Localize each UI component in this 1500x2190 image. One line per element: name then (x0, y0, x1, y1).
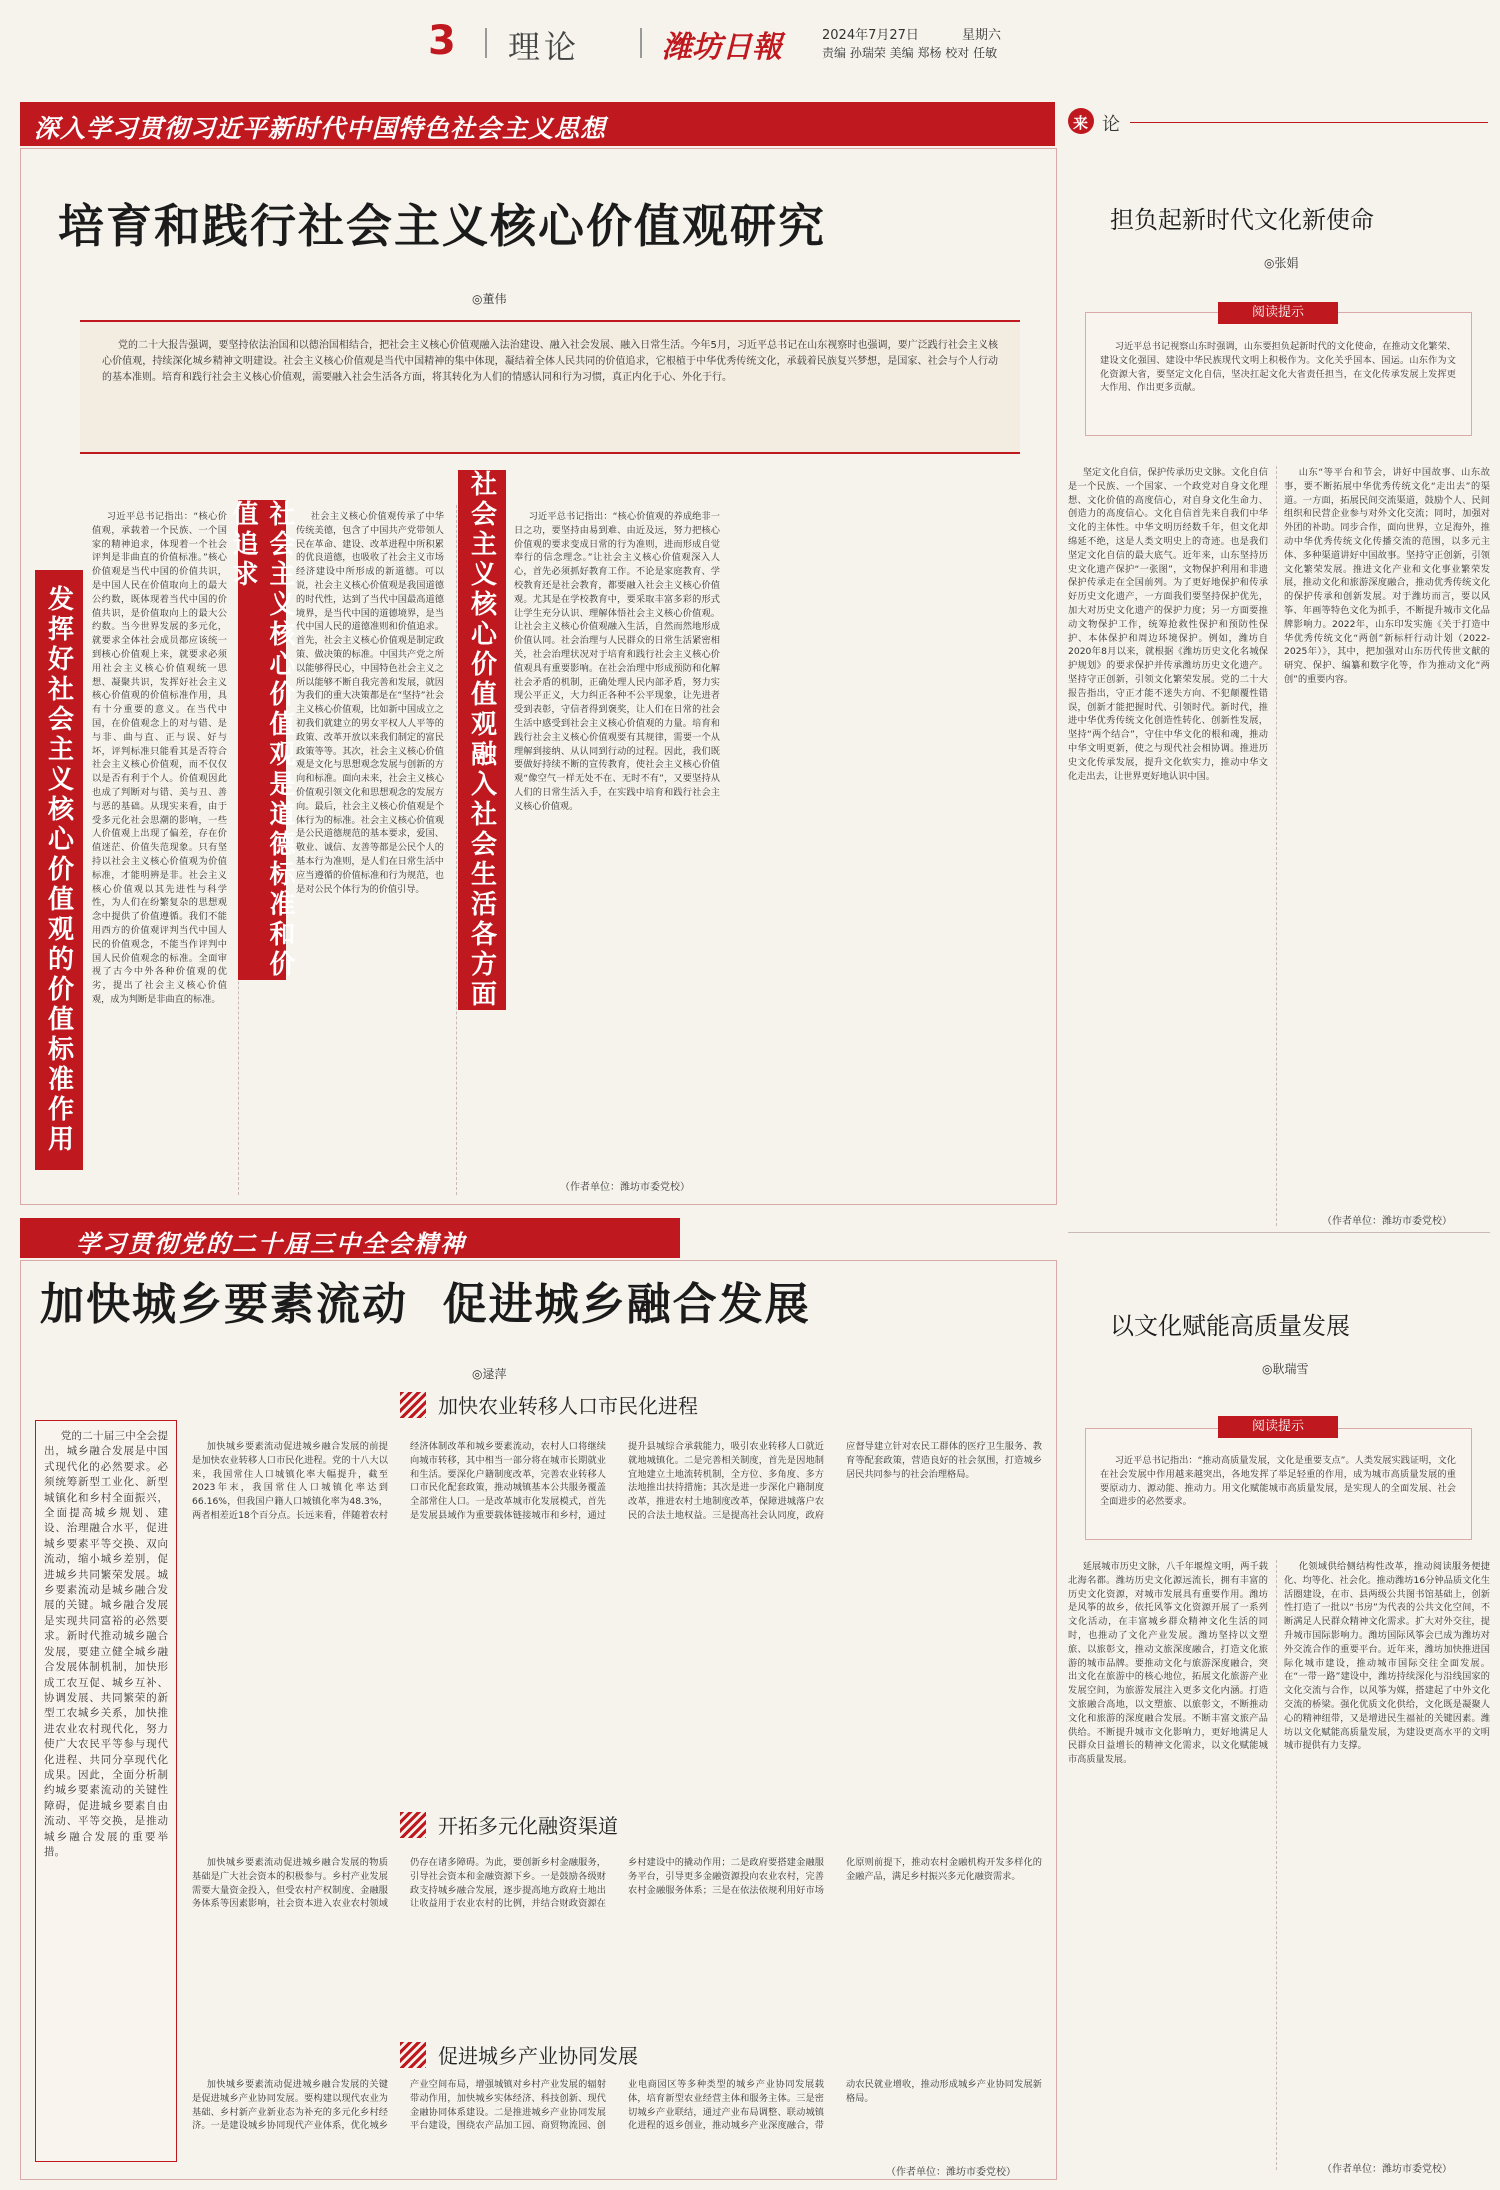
article-2-section-3-heading (400, 2040, 638, 2069)
laolun-label-line (1130, 122, 1488, 123)
top-banner-text: 深入学习贯彻习近平新时代中国特色社会主义思想 (34, 114, 607, 143)
paper-logo: 潍坊日報 (662, 30, 782, 65)
laolun-b-tip-label: 阅读提示 (1218, 1416, 1338, 1438)
laolun-label-char: 来 (1073, 114, 1089, 132)
column-rule (456, 505, 457, 1195)
article-2-title: 加快城乡要素流动 促进城乡融合发展 (40, 1279, 811, 1330)
laolun-divider (1068, 1232, 1490, 1233)
article-2-section-2-title: 开拓多元化融资渠道 (438, 1814, 618, 1838)
article-1-section-1-title: 发挥好社会主义核心价值观的价值标准作用 (35, 570, 83, 1170)
section-name: 理论 (508, 28, 581, 66)
issue-date: 2024年7月27日 (822, 28, 919, 43)
article-1-author-unit: （作者单位：潍坊市委党校） (560, 1182, 690, 1193)
masthead-divider (485, 28, 487, 58)
page-number: 3 (428, 18, 456, 64)
laolun-a-text-col1: 坚定文化自信，保护传承历史文脉。文化自信是一个民族、一个国家、一个政党对自身文化理想、文化价值的高度信心，对自身文化生命力、创造力的高度信心。文化自信首先来自我们中华文化的主体性。中华文明历经数千年，但文化却绵延不绝，这是人类文明史上的奇迹。也是我们坚定文化自信的最大底气。近年来，山东坚持历史文化遗产保护“一张图”，文物保护利用和非遗保护传承走在全国前列。为了更好地保护和传承好历史文化遗产，一方面我们要坚持保护优先，加大对历史文化遗产的保护力度；另一方面要推动文物保护工作，统筹抢救性保护和预防性保护、本体保护和周边环境保护。例如，潍坊自2020年8月以来，就根据《潍坊历史文化名城保护规划》的要求保护并传承潍坊历史文化遗产。坚持守正创新，引领文化繁荣发展。党的二十大报告指出，守正才能不迷失方向、不犯颠覆性错误，创新才能把握时代、引领时代。新时代，推进中华优秀传统文化创造性转化、创新性发展，坚持“两个结合”，守住中华文化的根和魂，推动中华文明更新，使之与现代社会相协调。推进历史文化传承发展，提升文化软实力，推动中华文化走出去，让世界更好地认识中国。 (1068, 467, 1268, 782)
article-2-author: ◎逯萍 (472, 1367, 507, 1381)
mid-banner-text: 学习贯彻党的二十届三中全会精神 (76, 1229, 466, 1258)
laolun-b-title: 以文化赋能高质量发展 (1110, 1312, 1350, 1340)
laolun-b-text-col1: 延展城市历史文脉，八千年堰煌文明，两千载北海名都。潍坊历史文化源远流长，拥有丰富的历史文化资源，对城市发展具有重要作用。潍坊是风筝的故乡，依托风筝文化资源开展了一系列文化活动，在丰富城乡群众精神文化生活的同时，也推动了文化产业发展。潍坊坚持以文塑旅、以旅彰文，推动文旅深度融合，打造文化旅游的城市品牌。要推动文化与旅游深度融合，突出文化在旅游中的核心地位，拓展文化旅游产业发展空间，为旅游发展注入更多文化内涵。打造文旅融合高地，以文塑旅、以旅彰文，不断推动文化和旅游的深度融合发展。不断丰富文旅产品供给。不断提升城市文化影响力，更好地满足人民群众日益增长的精神文化需求，以文化赋能城市高质量发展。 (1068, 1561, 1268, 1766)
column-rule (1276, 466, 1277, 1226)
top-banner (20, 102, 1055, 146)
issue-weekday: 星期六 (962, 28, 1002, 43)
laolun-b-author-unit: （作者单位：潍坊市委党校） (1322, 2164, 1452, 2175)
article-1-section-3-text: 习近平总书记指出：“核心价值观的养成绝非一日之功，要坚持由易到难、由近及远，努力把核心价值观的要求变成日常的行为准则，进而形成自觉奉行的信念理念。”让社会主义核心价值观深入人心，首先必须抓好教育工作。不论是家庭教育、学校教育还是社会教育，都要融入社会主义核心价值观。尤其是在学校教育中，要采取丰富多彩的形式让学生充分认识、理解体悟社会主义核心价值观。让社会主义核心价值观融入生活，自然而然地形成价值认同。社会治理与人民群众的日常生活紧密相关，社会治理状况对于培育和践行社会主义核心价值观具有重要影响。在社会治理中形成预防和化解社会矛盾的机制，正确处理人民内部矛盾，努力实现公平正义，大力纠正各种不公平现象，让先进者受到表彰，守信者得到褒奖，让人们在日常的社会生活中感受到社会主义核心价值观的力量。培育和践行社会主义核心价值观要有其规律，需要一个从理解到接纳、从认同到行动的过程。因此，我们既要做好持续不断的宣传教育，使社会主义核心价值观“像空气一样无处不在、无时不有”，又要坚持从人们的日常生活入手，在实践中培育和践行社会主义核心价值观。 (514, 511, 720, 812)
article-2-lead-box (35, 1420, 177, 2162)
mid-banner (20, 1218, 680, 1258)
laolun-b-text-col2: 化领域供给侧结构性改革，推动阅读服务便捷化、均等化、社会化。推动潍坊16分钟品质文化生活圈建设，在市、县两级公共图书馆基础上，创新性打造了一批以“书房”为代表的公共文化空间，不断满足人民群众精神文化需求。扩大对外交往，提升城市国际影响力。潍坊国际风筝会已成为潍坊对外交流合作的重要平台。近年来，潍坊加快推进国际化城市建设，推动城市国际交往全面发展。在“一带一路”建设中，潍坊持续深化与沿线国家的文化交流与合作，以风筝为媒，搭建起了中外文化交流的桥梁。强化优质文化供给，文化既是凝聚人心的精神纽带，又是增进民生福祉的关键因素。潍坊以文化赋能高质量发展，为建设更高水平的文明城市提供有力支撑。 (1284, 1561, 1490, 1752)
article-1-section-1-text: 习近平总书记指出：“核心价值观，承载着一个民族、一个国家的精神追求，体现着一个社会评判是非曲直的价值标准。”核心价值观是当代中国的价值共识，是中国人民在价值取向上的最大公约数，既体现着当代中国的价值共识，是价值取向上的最大公约数。当今世界发展的多元化，就要求全体社会成员都应该统一到核心价值观上来，就要求必须用社会主义核心价值观统一思想、凝聚共识，发挥好社会主义核心价值观的价值标准作用，具有十分重要的意义。在当代中国，在价值观念上的对与错、是与非、曲与直、正与误、好与坏，评判标准只能看其是否符合社会主义核心价值观，而不仅仅以是否有利于个人。价值观因此也成了判断对与错、美与丑、善与恶的基础。从现实来看，由于受多元化社会思潮的影响，一些人价值观上出现了偏差，存在价值迷茫、价值失范现象。只有坚持以社会主义核心价值观为价值标准，才能明辨是非。社会主义核心价值观以其先进性与科学性，为人们在纷繁复杂的思想观念中提供了价值遵循。我们不能用西方的价值观评判当代中国人民的价值观念，不能当作评判中国人民价值观念的标准。全面审视了古今中外各种价值观的优劣，提出了社会主义核心价值观，成为判断是非曲直的标准。 (92, 511, 227, 1005)
laolun-label-word: 论 (1102, 114, 1120, 135)
article-2-section-1-title: 加快农业转移人口市民化进程 (438, 1394, 698, 1418)
laolun-a-tip-text: 习近平总书记视察山东时强调，山东要担负起新时代的文化使命，在推动文化繁荣、建设文化强国、建设中华民族现代文明上积极作为。文化关乎国本、国运。山东作为文化资源大省，要坚定文化自信，坚决扛起文化大省责任担当，在文化传承发展上发挥更大作用、作出更多贡献。 (1100, 341, 1456, 394)
article-1-title: 培育和践行社会主义核心价值观研究 (58, 199, 826, 253)
editor-credits: 责编 孙瑞荣 美编 郑杨 校对 任敏 (822, 46, 998, 60)
article-2-section-2-text: 加快城乡要素流动促进城乡融合发展的物质基础是广大社会资本的积极参与。乡村产业发展需要大量资金投入，但受农村产权制度、金融服务体系等因素影响，社会资本进入农业农村领域仍存在诸多障碍。为此，要创新乡村金融服务，引导社会资本和金融资源下乡。一是鼓励各级财政支持城乡融合发展，逐步提高地方政府土地出让收益用于农业农村的比例，并结合财政资源在乡村建设中的撬动作用；二是政府要搭建金融服务平台，引导更多金融资源投向农业农村，完善农村金融服务体系；三是在依法依规利用好市场化原则前提下，推动农村金融机构开发多样化的金融产品，满足乡村振兴多元化融资需求。 (192, 1857, 1042, 1910)
article-1-author: ◎董伟 (472, 292, 507, 306)
article-2-section-3-title: 促进城乡产业协同发展 (438, 2044, 638, 2068)
column-rule (1276, 1560, 1277, 2170)
article-1-summary: 党的二十大报告强调，要坚持依法治国和以德治国相结合，把社会主义核心价值观融入法治建设、融入社会发展、融入日常生活。今年5月，习近平总书记在山东视察时也强调，要广泛践行社会主义核心价值观，持续深化城乡精神文明建设。社会主义核心价值观是当代中国精神的集中体现，凝结着全体人民共同的价值追求，它根植于中华优秀传统文化，承载着民族复兴梦想，是国家、社会与个人行动的基本准则。培育和践行社会主义核心价值观，需要融入社会生活各方面，将其转化为人们的情感认同和行为习惯，真正内化于心、外化于行。 (102, 340, 998, 383)
slash-icon (400, 1392, 426, 1418)
slash-icon (400, 2042, 426, 2068)
article-2-author-unit: （作者单位：潍坊市委党校） (886, 2167, 1016, 2178)
laolun-a-author-unit: （作者单位：潍坊市委党校） (1322, 1216, 1452, 1227)
laolun-b-author: ◎耿瑞雪 (1262, 1362, 1309, 1376)
article-2-section-2-heading (400, 1810, 618, 1839)
article-2-section-1-heading (400, 1390, 698, 1419)
laolun-a-title: 担负起新时代文化新使命 (1110, 206, 1374, 234)
laolun-a-author: ◎张娟 (1264, 256, 1299, 270)
article-1-section-3-title: 社会主义核心价值观融入社会生活各方面 (458, 470, 506, 1010)
masthead (0, 0, 1500, 72)
laolun-a-tip-label: 阅读提示 (1218, 302, 1338, 324)
masthead-divider-2 (640, 28, 642, 58)
laolun-a-text-col2: 山东“等平台和节会，讲好中国故事、山东故事，要不断拓展中华优秀传统文化“走出去”的渠道。一方面，拓展民间交流渠道，鼓励个人、民间组织和民营企业参与对外文化交流；同时，加强对外团的补助。同步合作，面向世界，立足海外，推动中华优秀传统文化传播交流的范围，以多元主体、多种渠道讲好中国故事。坚持守正创新，引领文化繁荣发展。推进文化产业和文化事业繁荣发展，推动文化和旅游深度融合，推动优秀传统文化的保护传承和创新发展。对于潍坊而言，要以风筝、年画等特色文化为抓手，不断提升城市文化品牌影响力。2022年，山东印发实施《关于打造中华优秀传统文化“两创”新标杆行动计划（2022-2025年）》，其中，把加强对山东历代传世文献的研究、保护、编纂和数字化等，作为推动文化“两创”的重要内容。 (1284, 467, 1490, 685)
article-2-lead: 党的二十届三中全会提出，城乡融合发展是中国式现代化的必然要求。必须统筹新型工业化、新型城镇化和乡村全面振兴，全面提高城乡规划、建设、治理融合水平，促进城乡要素平等交换、双向流动，缩小城乡差别，促进城乡共同繁荣发展。城乡要素流动是城乡融合发展的关键。城乡融合发展是实现共同富裕的必然要求。新时代推动城乡融合发展，要建立健全城乡融合发展体制机制，加快形成工农互促、城乡互补、协调发展、共同繁荣的新型工农城乡关系，加快推进农业农村现代化，努力使广大农民平等参与现代化进程、共同分享现代化成果。因此，全面分析制约城乡要素流动的关键性障碍，促进城乡要素自由流动、平等交换，是推动城乡融合发展的重要举措。 (44, 1430, 168, 1858)
laolun-b-tip-text: 习近平总书记指出：“推动高质量发展，文化是重要支点”。人类发展实践证明，文化在社会发展中作用越来越突出，各地发挥了举足轻重的作用，成为城市高质量发展的重要原动力、源动能、推动力。用文化赋能城市高质量发展，是实现人的全面发展、社会全面进步的必然要求。 (1100, 1455, 1456, 1508)
article-1-section-2-title: 社会主义核心价值观是道德标准和价值追求 (228, 500, 295, 980)
article-2-section-1-text: 加快城乡要素流动促进城乡融合发展的前提是加快农业转移人口市民化进程。党的十八大以来，我国常住人口城镇化率大幅提升，截至2023年末，我国常住人口城镇化率达到66.16%，但我国户籍人口城镇化率为48.3%，两者相差近18个百分点。长远来看，伴随着农村经济体制改革和城乡要素流动，农村人口将继续向城市转移，其中相当一部分将在城市长期就业和生活。要深化户籍制度改革，完善农业转移人口市民化配套政策，推动城镇基本公共服务覆盖全部常住人口。一是改革城市化发展模式，首先是发展县域作为重要载体链接城市和乡村，通过提升县城综合承载能力，吸引农业转移人口就近就地城镇化。二是完善相关制度，首先是因地制宜地建立土地流转机制，全方位、多角度、多方法地推出扶持措施；其次是进一步深化户籍制度改革，推进农村土地制度改革，保障进城落户农民的合法土地权益。三是提高社会认同度，政府应督导建立针对农民工群体的医疗卫生服务、教育等配套政策，营造良好的社会氛围，打造城乡居民共同参与的社会治理格局。 (192, 1441, 1042, 1521)
slash-icon (400, 1812, 426, 1838)
laolun-label (1068, 104, 1488, 140)
article-1-summary-box (80, 320, 1020, 454)
article-2-section-3-text: 加快城乡要素流动促进城乡融合发展的关键是促进城乡产业协同发展。要构建以现代农业为基础、乡村新产业新业态为补充的多元化乡村经济。一是建设城乡协同现代产业体系，优化城乡产业空间布局，增强城镇对乡村产业发展的辐射带动作用，加快城乡实体经济、科技创新、现代金融协同体系建设。二是推进城乡产业协同发展平台建设，围绕农产品加工园、商贸物流园、创业电商园区等多种类型的城乡产业协同发展载体，培育新型农业经营主体和服务主体。三是密切城乡产业联结，通过产业布局调整、联动城镇化进程的返乡创业，推动城乡产业深度融合，带动农民就业增收，推动形成城乡产业协同发展新格局。 (192, 2079, 1042, 2132)
article-1-section-2-text: 社会主义核心价值观传承了中华传统美德，包含了中国共产党带领人民在革命、建设、改革进程中所积累的优良道德，也吸收了社会主义市场经济建设中所形成的新道德。可以说，社会主义核心价值观是我国道德的时代性，达到了当代中国最高道德境界，是当代中国的道德境界，是当代中国人民的道德准则和价值追求。首先，社会主义核心价值观是制定政策、做决策的标准。中国共产党之所以能够得民心，中国特色社会主义之所以能够不断自我完善和发展，就因为我们的重大决策都是在“坚持”社会主义核心价值观，比如新中国成立之初我们就建立的男女平权人人平等的政策、改革开放以来我们制定的富民政策等等。其次，社会主义核心价值观是文化与思想观念发展与创新的方向和标准。面向未来，社会主义核心价值观引领文化和思想观念的发展方向。最后，社会主义核心价值观是个体行为的标准。社会主义核心价值观是公民道德规范的基本要求，爱国、敬业、诚信、友善等都是公民个人的基本行为准则，是人们在日常生活中应当遵循的价值标准和行为规范，也是对公民个体行为的价值引导。 (296, 511, 444, 895)
